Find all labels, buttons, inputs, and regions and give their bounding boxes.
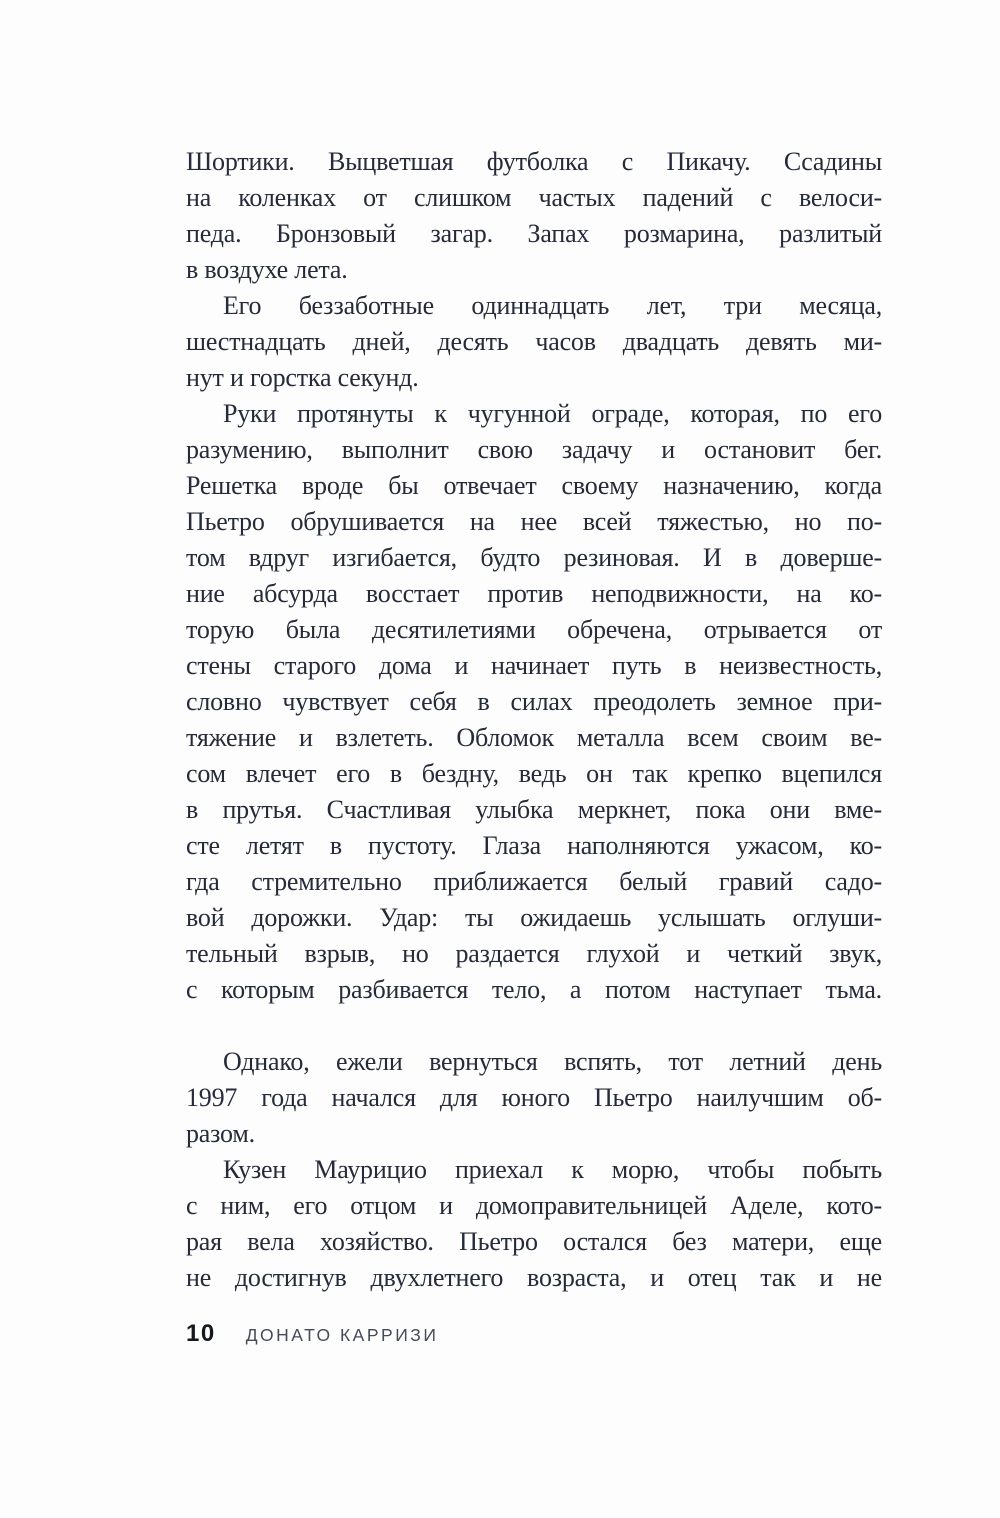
text-line: том вдруг изгибается, будто резиновая. И в доверше- — [186, 543, 882, 572]
text-line: разумению, выполнит свою задачу и остановит бег. — [186, 435, 882, 464]
text-line: стены старого дома и начинает путь в неизвестность, — [186, 651, 882, 680]
paragraph — [186, 1044, 882, 1152]
text-line: педа. Бронзовый загар. Запах розмарина, разлитый — [186, 219, 882, 248]
running-title: ДОНАТО КАРРИЗИ — [245, 1325, 439, 1345]
text-line: вой дорожки. Удар: ты ожидаешь услышать оглуши- — [186, 903, 882, 932]
text-line: в воздухе лета. — [186, 255, 348, 284]
page-number: 10 — [186, 1320, 216, 1347]
text-line: с которым разбивается тело, а потом наступает тьма. — [186, 975, 882, 1004]
text-line: шестнадцать дней, десять часов двадцать девять ми- — [186, 327, 882, 356]
paragraph — [186, 288, 882, 396]
text-line: разом. — [186, 1119, 255, 1148]
text-line: словно чувствует себя в силах преодолеть земное при- — [186, 687, 882, 716]
text-line: тельный взрыв, но раздается глухой и четкий звук, — [186, 939, 882, 968]
text-line: сте летят в пустоту. Глаза наполняются ужасом, ко- — [186, 831, 882, 860]
text-line: гда стремительно приближается белый гравий садо- — [186, 867, 882, 896]
text-line: на коленках от слишком частых падений с велоси- — [186, 183, 882, 212]
text-line: тяжение и взлететь. Обломок металла всем своим ве- — [186, 723, 882, 752]
text-line: рая вела хозяйство. Пьетро остался без матери, еще — [186, 1227, 882, 1256]
text-line: Решетка вроде бы отвечает своему назначению, когда — [186, 471, 882, 500]
page-footer — [186, 1320, 438, 1348]
text-line: 1997 года начался для юного Пьетро наилучшим об- — [186, 1083, 882, 1112]
text-line: Однако, ежели вернуться вспять, тот летний день — [223, 1047, 882, 1076]
text-line: в прутья. Счастливая улыбка меркнет, пока они вме- — [186, 795, 882, 824]
text-line: нут и горстка секунд. — [186, 363, 419, 392]
text-line: ние абсурда восстает против неподвижности, на ко- — [186, 579, 882, 608]
paragraph — [186, 396, 882, 1008]
text-line: с ним, его отцом и домоправительницей Аделе, кото- — [186, 1191, 882, 1220]
text-line: Шортики. Выцветшая футболка с Пикачу. Ссадины — [186, 147, 882, 176]
text-line: не достигнув двухлетнего возраста, и отец так и не — [186, 1263, 882, 1292]
body-text — [186, 144, 882, 1296]
text-line: сом влечет его в бездну, ведь он так крепко вцепился — [186, 759, 882, 788]
text-line: Пьетро обрушивается на нее всей тяжестью, но по- — [186, 507, 882, 536]
text-line: Кузен Маурицио приехал к морю, чтобы побыть — [223, 1155, 882, 1184]
paragraph — [186, 144, 882, 288]
paragraph — [186, 1152, 882, 1296]
text-line: Его беззаботные одиннадцать лет, три месяца, — [223, 291, 882, 320]
text-line: Руки протянуты к чугунной ограде, которая, по его — [223, 399, 882, 428]
text-line: торую была десятилетиями обречена, отрывается от — [186, 615, 882, 644]
